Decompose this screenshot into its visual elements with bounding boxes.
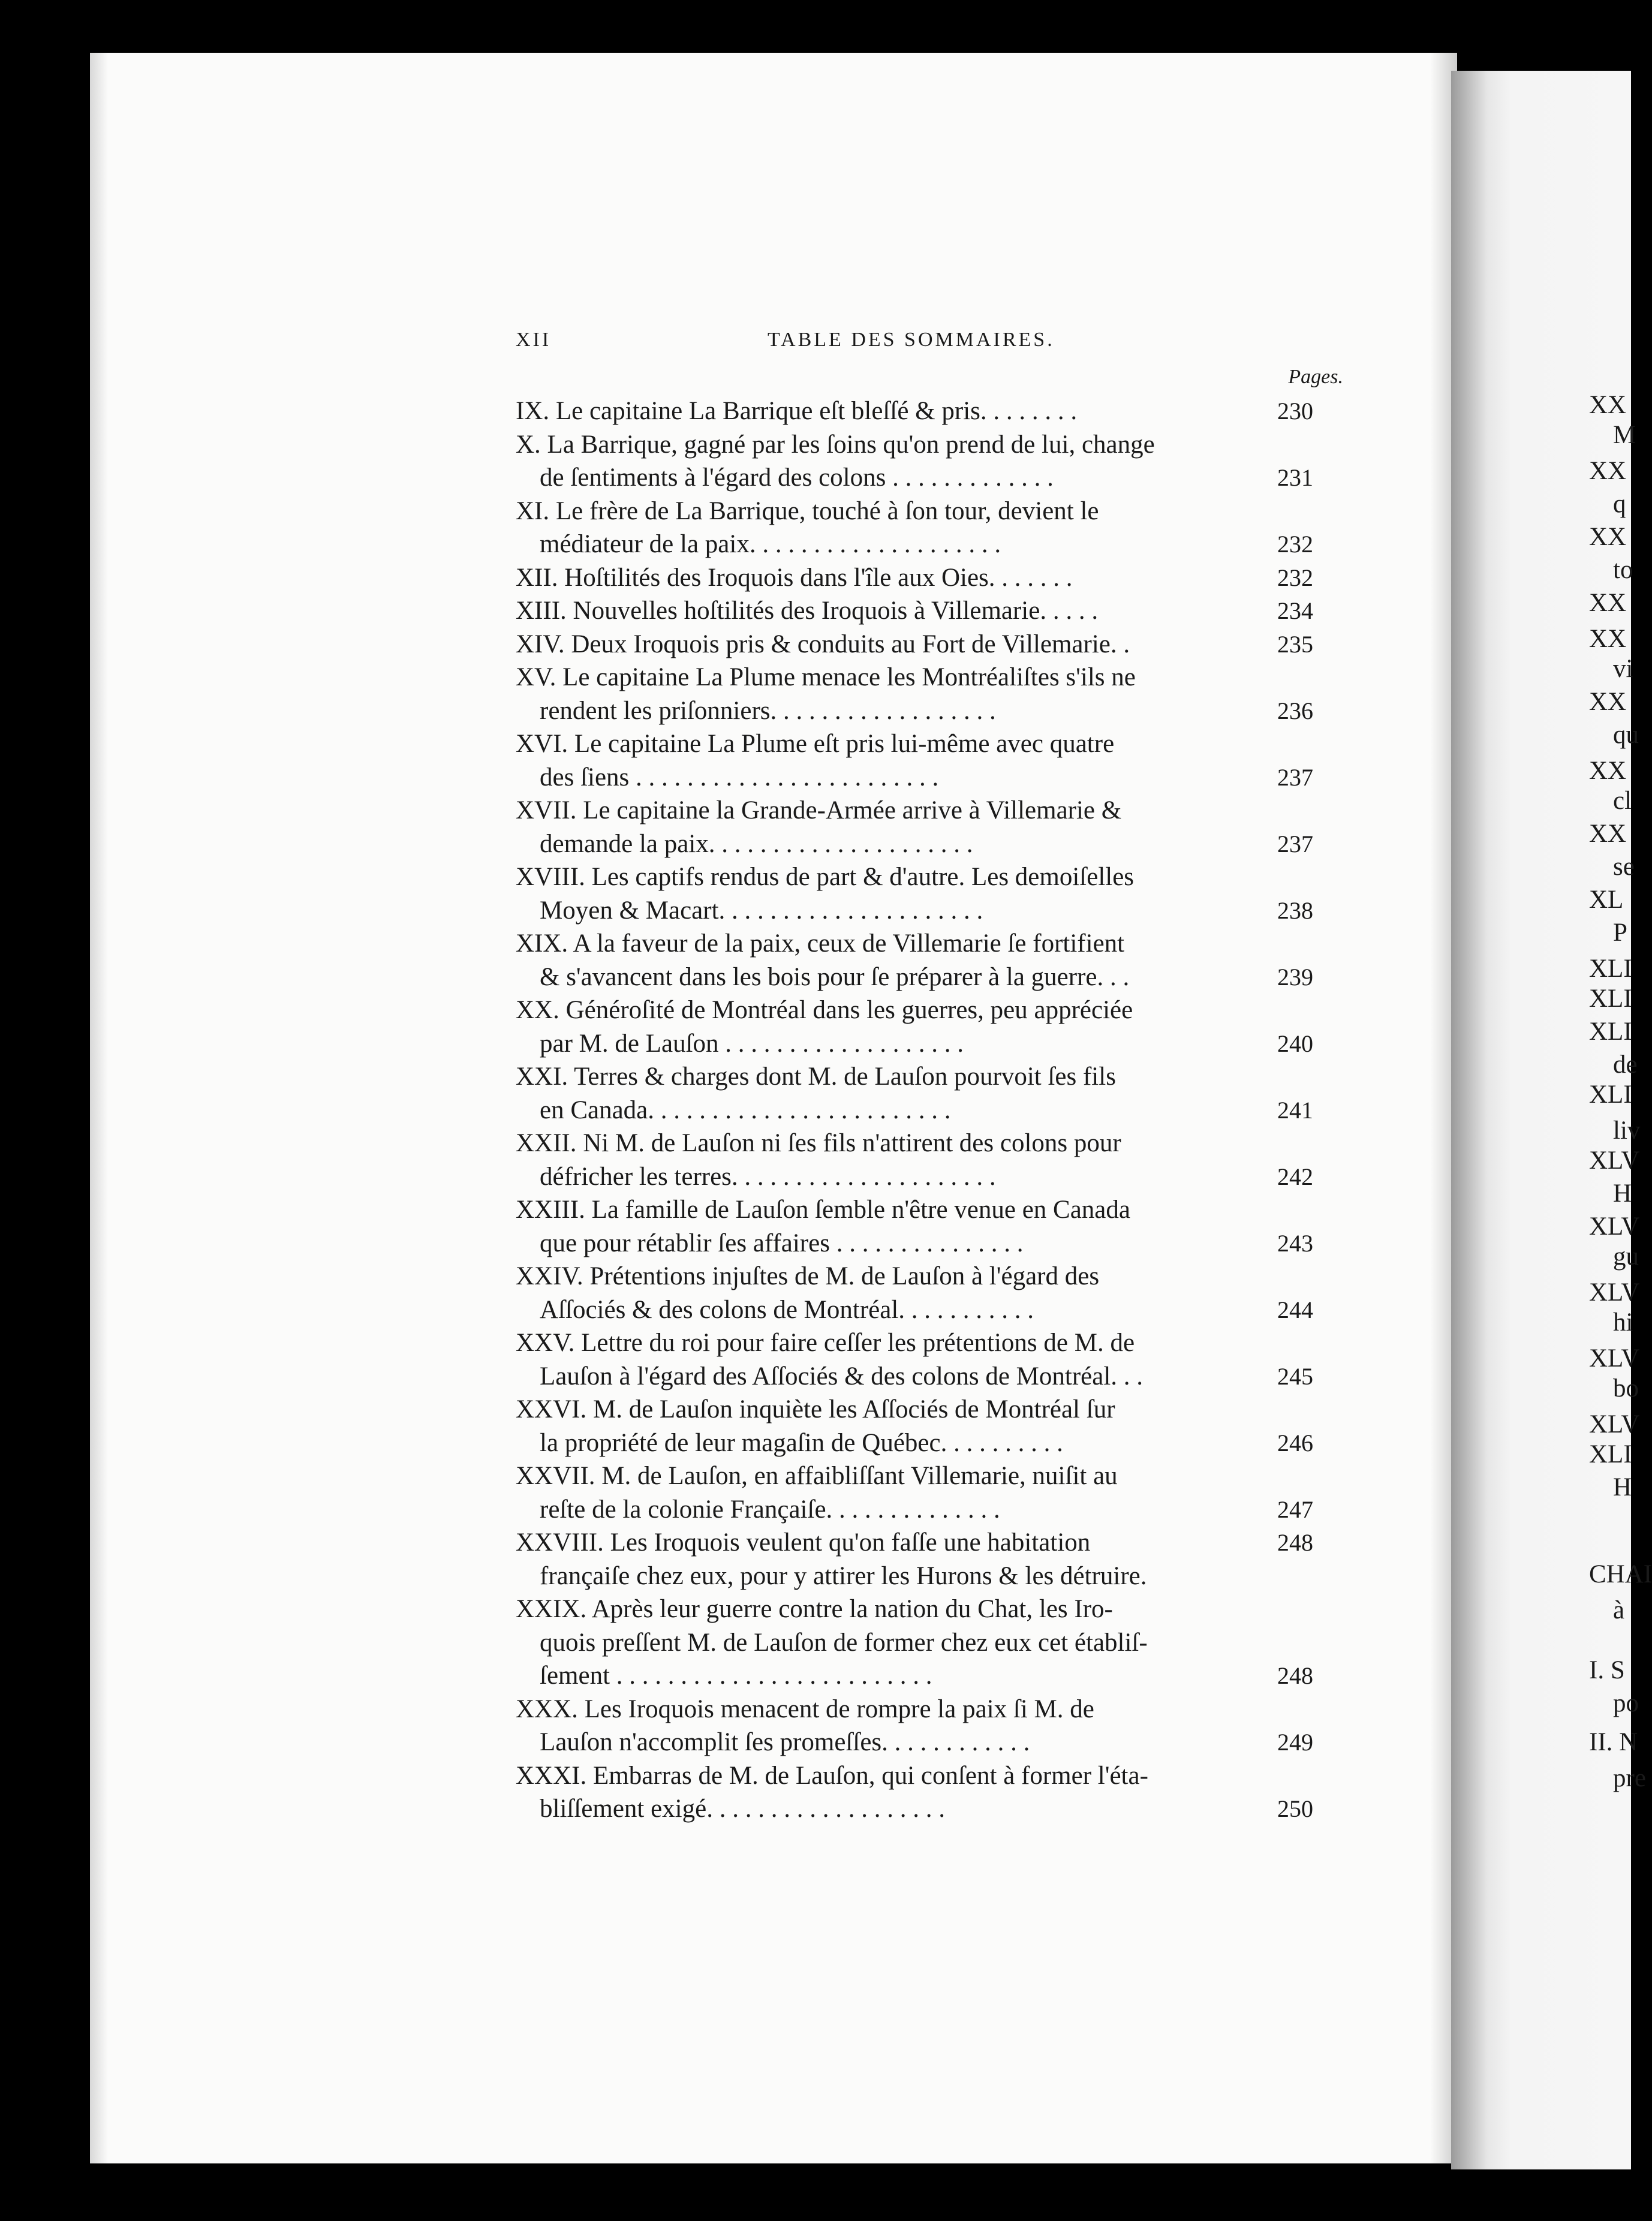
toc-entry-line: XVI. Le capitaine La Plume eſt pris lui-même avec quatre bbox=[516, 730, 1115, 758]
facing-page-fragment: XX bbox=[1589, 688, 1627, 716]
toc-page-number: 232 bbox=[1277, 564, 1313, 591]
toc-entry-line: la propriété de leur magaſin de Québec. . . . . . . . . . bbox=[540, 1428, 1063, 1457]
facing-page-fragment: qu bbox=[1613, 721, 1639, 749]
facing-page-fragment: q bbox=[1613, 490, 1626, 518]
facing-page-fragment: CHAI bbox=[1589, 1560, 1652, 1588]
facing-page-fragment: à bbox=[1613, 1596, 1625, 1624]
facing-page-fragment: XX bbox=[1589, 820, 1627, 848]
facing-page-fragment: to bbox=[1613, 556, 1633, 584]
toc-page-number: 231 bbox=[1277, 464, 1313, 491]
toc-entry-line: XXXI. Embarras de M. de Lauſon, qui conſent à former l'éta- bbox=[516, 1761, 1148, 1790]
facing-page-fragment: se bbox=[1613, 853, 1635, 881]
facing-page-fragment: H bbox=[1613, 1179, 1632, 1208]
facing-page-fragment: XLI bbox=[1589, 955, 1632, 983]
toc-page-number: 234 bbox=[1277, 597, 1313, 624]
toc-entry-line: des ſiens . . . . . . . . . . . . . . . . . . . . . . . . bbox=[540, 763, 939, 792]
facing-page-fragment: M bbox=[1613, 421, 1636, 449]
facing-page-fragment: XLV bbox=[1589, 1278, 1640, 1307]
toc-entry-line: XXI. Terres & charges dont M. de Lauſon pourvoit ſes fils bbox=[516, 1063, 1116, 1091]
toc-page-number: 248 bbox=[1277, 1529, 1313, 1556]
facing-page-fragment: XLV bbox=[1589, 1410, 1640, 1438]
facing-page-fragment: XX bbox=[1589, 757, 1627, 785]
toc-entry-line: reſte de la colonie Françaiſe. . . . . . . . . . . . . . bbox=[540, 1495, 1000, 1524]
toc-page-number: 237 bbox=[1277, 763, 1313, 791]
toc-entry-line: XXX. Les Iroquois menacent de rompre la paix ſi M. de bbox=[516, 1695, 1094, 1723]
facing-page-fragment: hi bbox=[1613, 1308, 1633, 1337]
toc-page-number: 240 bbox=[1277, 1030, 1313, 1057]
toc-entry-line: XXV. Lettre du roi pour faire ceſſer les prétentions de M. de bbox=[516, 1329, 1135, 1357]
running-title: TABLE DES SOMMAIRES. bbox=[768, 329, 1055, 351]
toc-page-number: 244 bbox=[1277, 1296, 1313, 1323]
toc-entry-line: XIV. Deux Iroquois pris & conduits au Fort de Villemarie. . bbox=[516, 630, 1130, 658]
facing-page-fragment: po bbox=[1613, 1689, 1639, 1717]
toc-entry-line: & s'avancent dans les bois pour ſe préparer à la guerre. . . bbox=[540, 962, 1130, 991]
facing-page-fragment: cl bbox=[1613, 787, 1632, 815]
toc-page-number: 250 bbox=[1277, 1795, 1313, 1822]
toc-entry-line: XVIII. Les captifs rendus de part & d'autre. Les demoiſelles bbox=[516, 863, 1135, 891]
toc-entry-line: XV. Le capitaine La Plume menace les Montréaliſtes s'ils ne bbox=[516, 663, 1136, 691]
facing-page-fragment: H bbox=[1613, 1473, 1632, 1501]
toc-entry-line: par M. de Lauſon . . . . . . . . . . . . . . . . . . . bbox=[540, 1029, 964, 1058]
facing-page-fragment: XLV bbox=[1589, 1344, 1640, 1373]
facing-page-fragment: de bbox=[1613, 1051, 1638, 1079]
facing-page-fragment: vi bbox=[1613, 655, 1633, 683]
facing-page-fragment: XLI bbox=[1589, 985, 1632, 1013]
toc-entry-line: Lauſon n'accomplit ſes promeſſes. . . . . . . . . . . . bbox=[540, 1728, 1030, 1756]
facing-page-fragment: XX bbox=[1589, 457, 1627, 485]
facing-page-fragment: XX bbox=[1589, 523, 1627, 551]
toc-entry-line: IX. Le capitaine La Barrique eſt bleſſé & pris. . . . . . . . bbox=[516, 397, 1078, 425]
toc-page-number: 245 bbox=[1277, 1362, 1313, 1390]
toc-entry-line: Moyen & Macart. . . . . . . . . . . . . . . . . . . . . bbox=[540, 896, 983, 925]
toc-entry-line: défricher les terres. . . . . . . . . . . . . . . . . . . . . bbox=[540, 1162, 996, 1191]
toc-page-number: 249 bbox=[1277, 1729, 1313, 1756]
toc-entry-line: XIX. A la faveur de la paix, ceux de Villemarie ſe fortifient bbox=[516, 929, 1125, 958]
toc-entry-line: XXIV. Prétentions injuſtes de M. de Lauſon à l'égard des bbox=[516, 1262, 1100, 1290]
toc-page-number: 247 bbox=[1277, 1495, 1313, 1523]
facing-page-fragment: II. N bbox=[1589, 1728, 1638, 1756]
toc-page-number: 236 bbox=[1277, 697, 1313, 724]
facing-page-fragment: bo bbox=[1613, 1374, 1639, 1403]
facing-page-fragment: XLI bbox=[1589, 1440, 1632, 1468]
facing-page-fragment: XL bbox=[1589, 886, 1624, 914]
facing-page-fragment: pre bbox=[1613, 1764, 1646, 1792]
pages-column-label: Pages. bbox=[1288, 366, 1343, 388]
facing-page-fragment: XX bbox=[1589, 589, 1627, 617]
toc-entry-line: XXVIII. Les Iroquois veulent qu'on faſſe une habitation bbox=[516, 1528, 1091, 1557]
toc-page-number: 238 bbox=[1277, 896, 1313, 924]
toc-entry-line: médiateur de la paix. . . . . . . . . . . . . . . . . . . . bbox=[540, 530, 1001, 558]
toc-entry-line: XII. Hoſtilités des Iroquois dans l'île aux Oies. . . . . . . bbox=[516, 563, 1073, 592]
toc-entry-line: XIII. Nouvelles hoſtilités des Iroquois à Villemarie. . . . . bbox=[516, 597, 1099, 625]
toc-entry-line: bliſſement exigé. . . . . . . . . . . . . . . . . . . bbox=[540, 1795, 945, 1823]
toc-page-number: 243 bbox=[1277, 1229, 1313, 1257]
toc-page-number: 242 bbox=[1277, 1163, 1313, 1190]
toc-entry-line: françaiſe chez eux, pour y attirer les Hurons & les détruire. bbox=[540, 1561, 1147, 1590]
toc-page-number: 248 bbox=[1277, 1662, 1313, 1689]
toc-entry-line: XI. Le frère de La Barrique, touché à ſon tour, devient le bbox=[516, 496, 1099, 525]
toc-page-number: 230 bbox=[1277, 398, 1313, 425]
toc-entry-line: en Canada. . . . . . . . . . . . . . . . . . . . . . . . bbox=[540, 1096, 951, 1124]
toc-page-number: 235 bbox=[1277, 630, 1313, 658]
toc-entry-line: demande la paix. . . . . . . . . . . . . . . . . . . . . bbox=[540, 829, 973, 858]
page-folio: XII bbox=[516, 329, 552, 351]
toc-entry-line: XXVI. M. de Lauſon inquiète les Aſſociés de Montréal ſur bbox=[516, 1395, 1115, 1424]
facing-page-fragment: XLI bbox=[1589, 1018, 1632, 1046]
toc-entry-line: XX. Généroſité de Montréal dans les guerres, peu appréciée bbox=[516, 996, 1133, 1024]
toc-entry-line: rendent les priſonniers. . . . . . . . . . . . . . . . . . bbox=[540, 696, 996, 725]
facing-page-fragment: XX bbox=[1589, 391, 1627, 419]
toc-entry-line: XXII. Ni M. de Lauſon ni ſes fils n'attirent des colons pour bbox=[516, 1129, 1121, 1157]
facing-page-fragment: I. S bbox=[1589, 1656, 1625, 1684]
facing-page-fragment: gu bbox=[1613, 1242, 1639, 1271]
toc-entry-line: que pour rétablir ſes affaires . . . . . . . . . . . . . . . bbox=[540, 1229, 1024, 1257]
toc-entry-line: Aſſociés & des colons de Montréal. . . . . . . . . . . bbox=[540, 1295, 1034, 1324]
toc-entry-line: XXIX. Après leur guerre contre la nation du Chat, les Iro- bbox=[516, 1595, 1113, 1623]
toc-entry-line: Lauſon à l'égard des Aſſociés & des colons de Montréal. . . bbox=[540, 1362, 1144, 1391]
facing-page-fragment: XX bbox=[1589, 625, 1627, 653]
toc-entry-line: XVII. Le capitaine la Grande-Armée arrive à Villemarie & bbox=[516, 796, 1122, 824]
toc-page-number: 246 bbox=[1277, 1429, 1313, 1456]
toc-page-number: 237 bbox=[1277, 830, 1313, 857]
toc-page-number: 239 bbox=[1277, 963, 1313, 991]
facing-page-fragment: XLV bbox=[1589, 1146, 1640, 1175]
facing-page-fragment: XLI bbox=[1589, 1081, 1632, 1109]
toc-page-number: 232 bbox=[1277, 531, 1313, 558]
toc-entry-line: XXVII. M. de Lauſon, en affaibliſſant Villemarie, nuiſit au bbox=[516, 1462, 1118, 1490]
toc-entry-line: quois preſſent M. de Lauſon de former chez eux cet établiſ- bbox=[540, 1628, 1148, 1657]
toc-entry-line: X. La Barrique, gagné par les ſoins qu'on prend de lui, change bbox=[516, 430, 1155, 459]
toc-entry-line: XXIII. La famille de Lauſon ſemble n'être venue en Canada bbox=[516, 1196, 1130, 1224]
toc-page-number: 241 bbox=[1277, 1096, 1313, 1124]
facing-page-fragment: liv bbox=[1613, 1116, 1641, 1145]
facing-page-fragment: XLV bbox=[1589, 1212, 1640, 1241]
table-of-contents bbox=[0, 53, 1631, 2163]
facing-page-fragment: P bbox=[1613, 919, 1627, 947]
toc-entry-line: de ſentiments à l'égard des colons . . . . . . . . . . . . . bbox=[540, 464, 1054, 492]
toc-entry-line: ſement . . . . . . . . . . . . . . . . . . . . . . . . . bbox=[540, 1662, 932, 1690]
